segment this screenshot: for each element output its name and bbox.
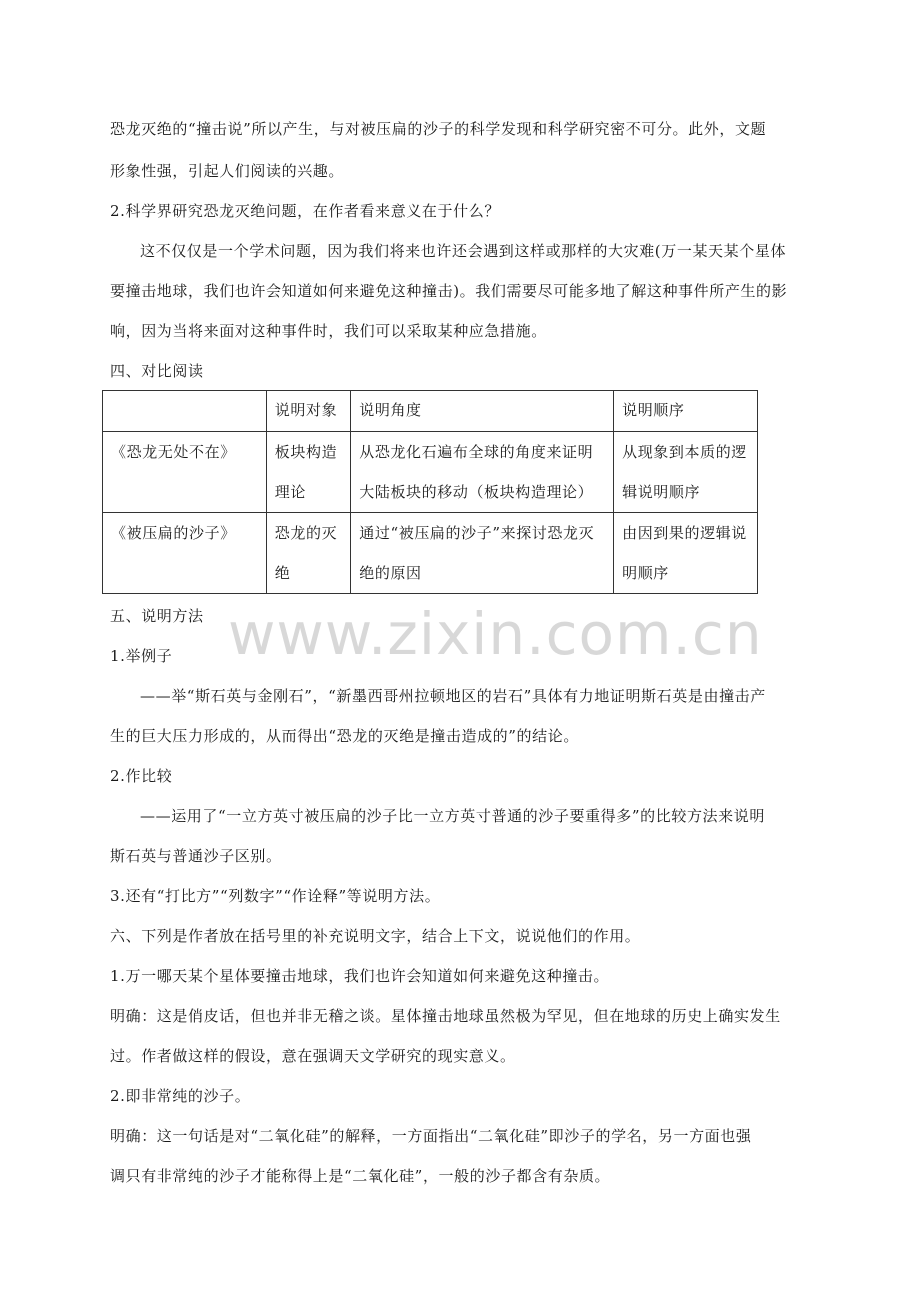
paragraph-line: ——举“斯石英与金刚石”，“新墨西哥州拉顿地区的岩石”具体有力地证明斯石英是由撞击产 xyxy=(140,687,766,705)
table-cell-object: 板块构造理论 xyxy=(266,432,350,513)
question-2-heading: 2.科学界研究恐龙灭绝问题，在作者看来意义在于什么？ xyxy=(110,202,500,220)
table-row xyxy=(103,432,758,513)
table-cell-order: 由因到果的逻辑说明顺序 xyxy=(614,513,758,594)
table-header-cell: 说明对象 xyxy=(266,391,350,432)
table-cell-order: 从现象到本质的逻辑说明顺序 xyxy=(614,432,758,513)
table-cell-angle: 从恐龙化石遍布全球的角度来证明大陆板块的移动（板块构造理论） xyxy=(351,432,614,513)
section-4-heading: 四、对比阅读 xyxy=(110,362,204,380)
table-header-row xyxy=(103,391,758,432)
paragraph-line: 调只有非常纯的沙子才能称得上是“二氧化硅”，一般的沙子都含有杂质。 xyxy=(110,1167,611,1185)
paragraph-line: 1.万一哪天某个星体要撞击地球，我们也许会知道如何来避免这种撞击。 xyxy=(110,967,610,985)
subsection-heading: 2.作比较 xyxy=(110,767,173,785)
paragraph-line: ——运用了“一立方英寸被压扁的沙子比一立方英寸普通的沙子要重得多”的比较方法来说明 xyxy=(140,807,765,825)
watermark: www.zixin.com.cn xyxy=(228,600,763,668)
paragraph-line: 响，因为当将来面对这种事件时，我们可以采取某种应急措施。 xyxy=(110,322,547,340)
paragraph-line: 形象性强，引起人们阅读的兴趣。 xyxy=(110,162,345,180)
paragraph-line: 3.还有“打比方”“列数字”“作诠释”等说明方法。 xyxy=(110,887,441,905)
paragraph-line: 这不仅仅是一个学术问题，因为我们将来也许还会遇到这样或那样的大灾难(万一某天某个星体 xyxy=(140,242,787,260)
paragraph-line: 明确：这一句话是对“二氧化硅”的解释，一方面指出“二氧化硅”即沙子的学名，另一方面也强 xyxy=(110,1127,752,1145)
paragraph-line: 明确：这是俏皮话，但也并非无稽之谈。星体撞击地球虽然极为罕见，但在地球的历史上确实发生 xyxy=(110,1007,781,1025)
section-5-heading: 五、说明方法 xyxy=(110,607,204,625)
table-header-cell: 说明角度 xyxy=(351,391,614,432)
paragraph-line: 2.即非常纯的沙子。 xyxy=(110,1087,251,1105)
paragraph-line: 要撞击地球，我们也许会知道如何来避免这种撞击)。我们需要尽可能多地了解这种事件所产生的影 xyxy=(110,282,788,300)
table-row xyxy=(103,513,758,594)
paragraph-line: 过。作者做这样的假设，意在强调天文学研究的现实意义。 xyxy=(110,1047,516,1065)
table-cell-object: 恐龙的灭绝 xyxy=(266,513,350,594)
table-header-cell: 说明顺序 xyxy=(614,391,758,432)
paragraph-line: 生的巨大压力形成的，从而得出“恐龙的灭绝是撞击造成的”的结论。 xyxy=(110,727,579,745)
table-cell-title: 《被压扁的沙子》 xyxy=(103,513,267,594)
table-header-cell xyxy=(103,391,267,432)
subsection-heading: 1.举例子 xyxy=(110,647,173,665)
paragraph-line: 斯石英与普通沙子区别。 xyxy=(110,847,282,865)
table-cell-angle: 通过“被压扁的沙子”来探讨恐龙灭绝的原因 xyxy=(351,513,614,594)
paragraph-line: 恐龙灭绝的“撞击说”所以产生，与对被压扁的沙子的科学发现和科学研究密不可分。此外，文题 xyxy=(110,120,767,138)
table-cell-title: 《恐龙无处不在》 xyxy=(103,432,267,513)
comparison-table xyxy=(102,390,758,594)
section-6-heading: 六、下列是作者放在括号里的补充说明文字，结合上下文，说说他们的作用。 xyxy=(110,927,641,945)
